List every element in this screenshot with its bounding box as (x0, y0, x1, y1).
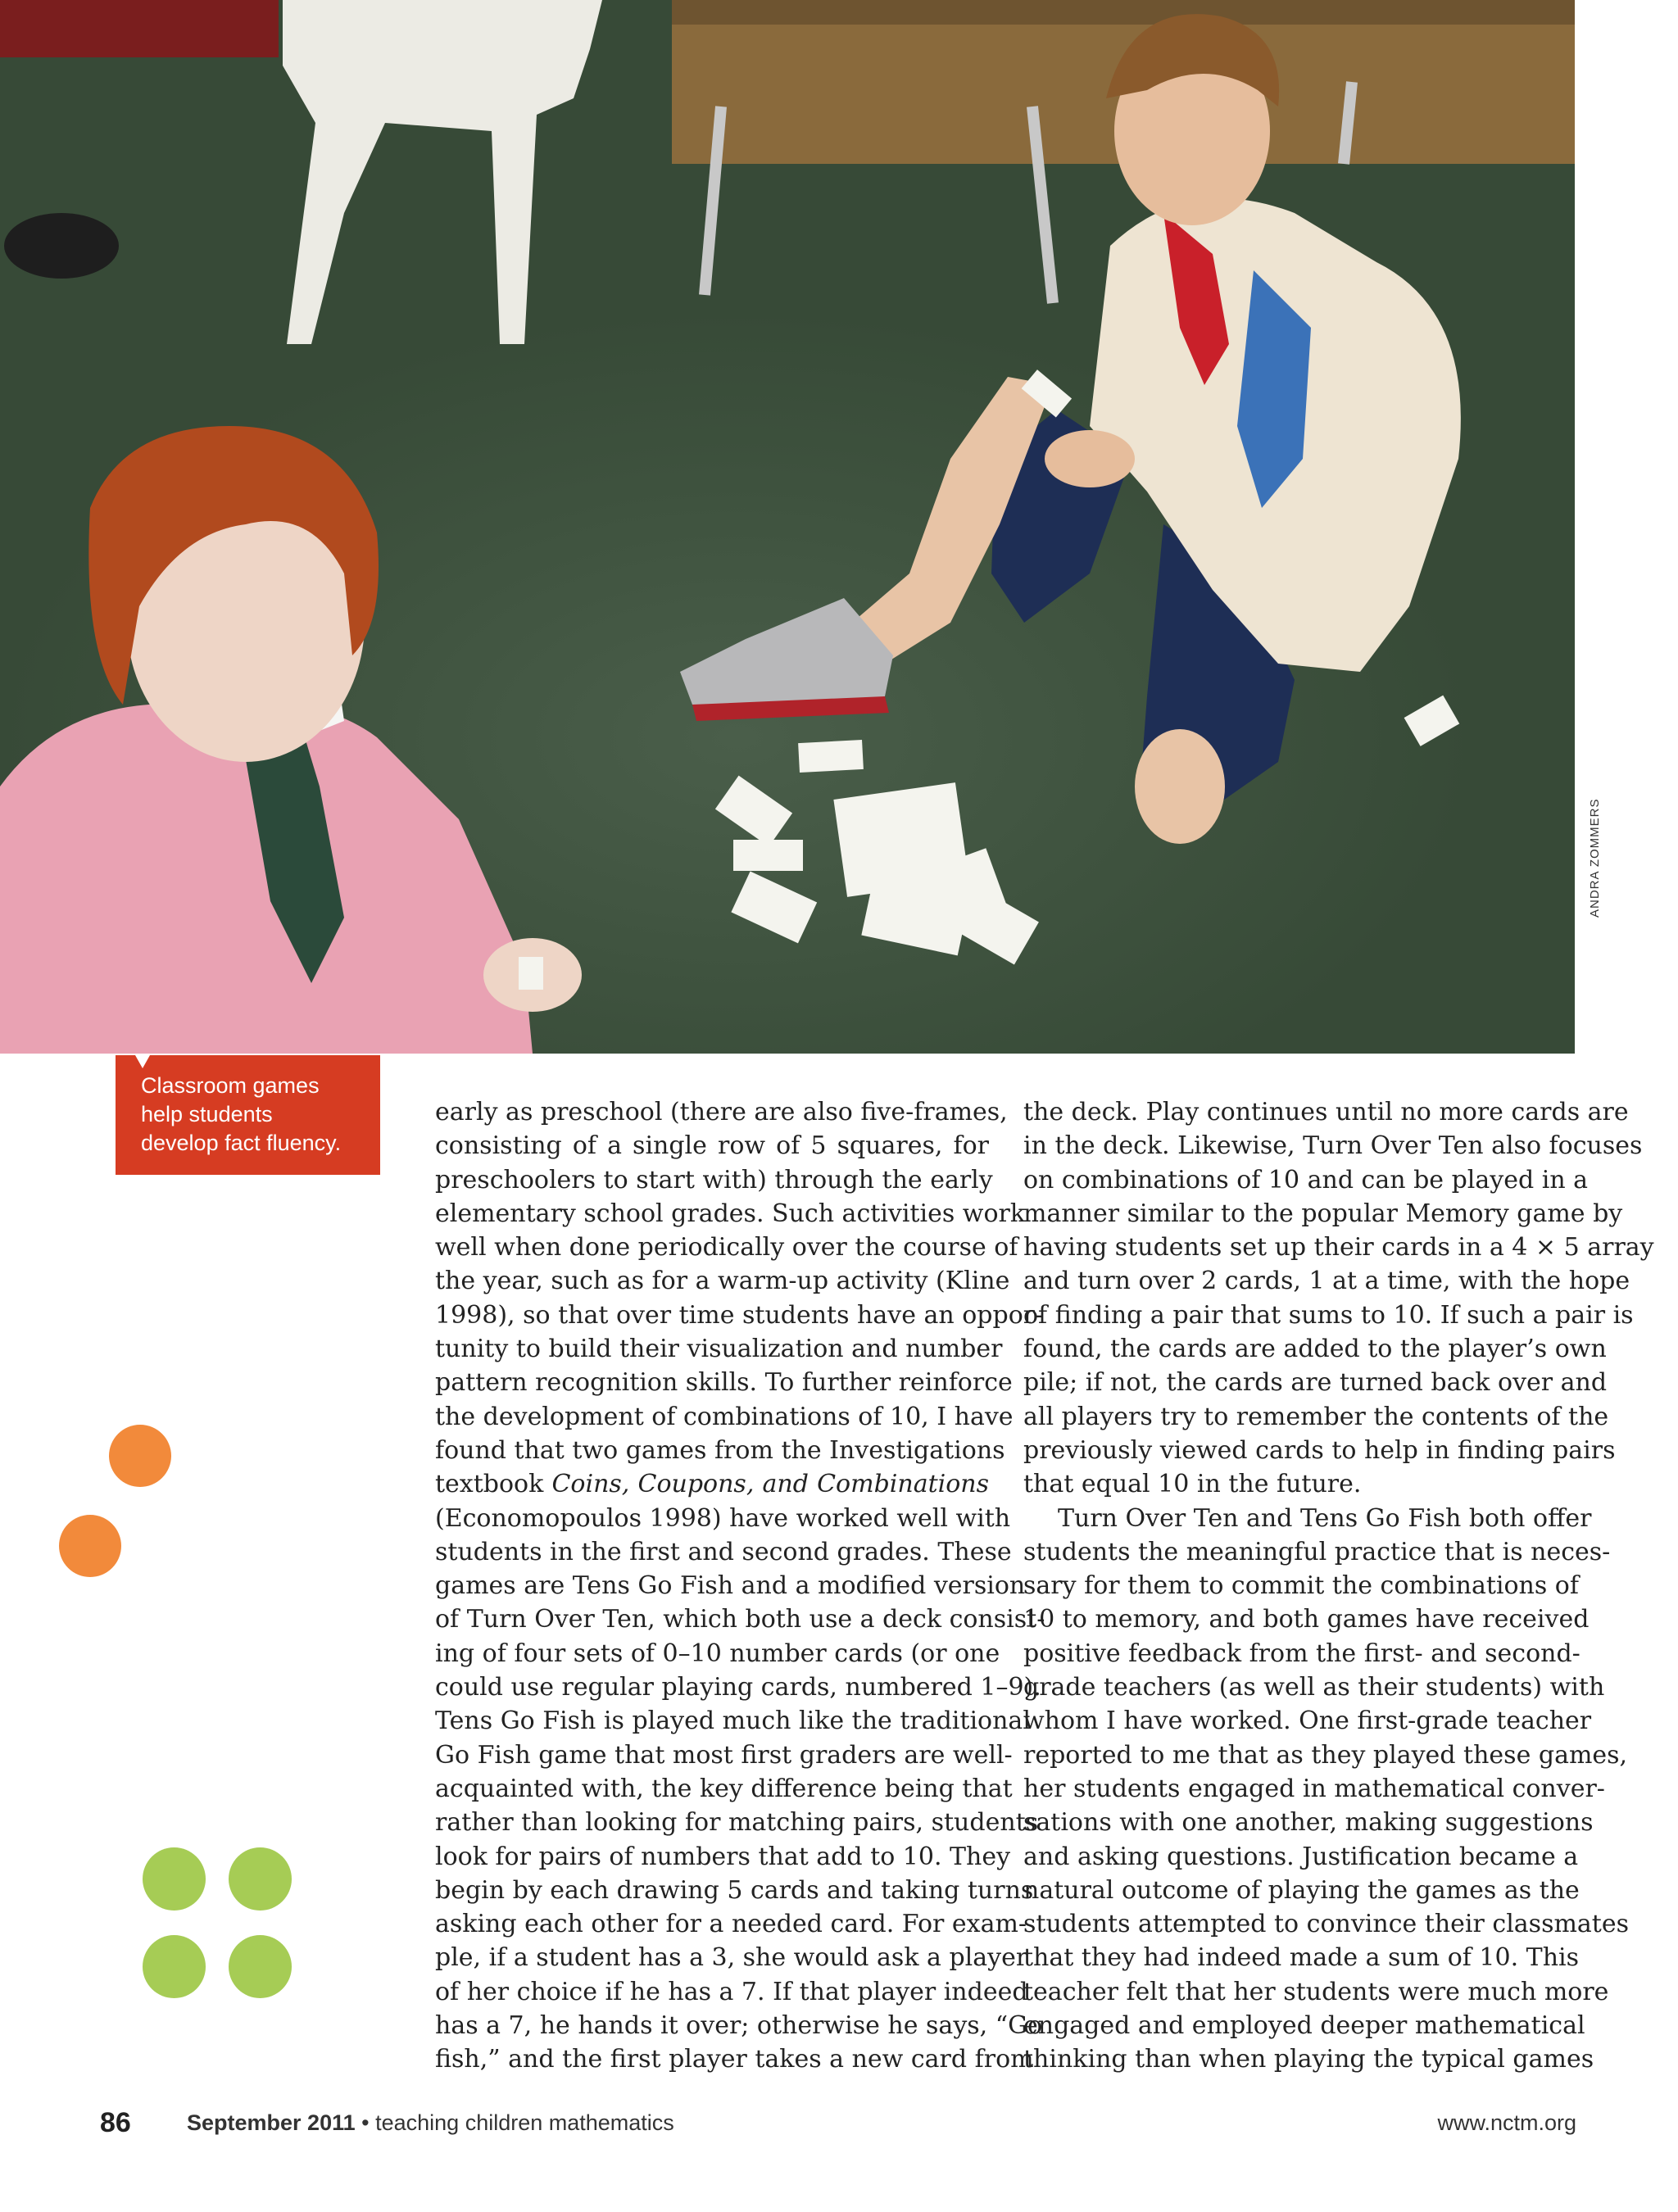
text-line: textbook Coins, Coupons, and Combinations (435, 1470, 990, 1499)
text-line: ple, if a student has a 3, she would ask a player (435, 1943, 1028, 1973)
text-line: the deck. Play continues until no more cards are (1023, 1098, 1629, 1126)
text-line: Tens Go Fish is played much like the traditional (435, 1707, 1031, 1736)
issue-month: September 2011 (187, 2110, 356, 2135)
text-line: that equal 10 in the future. (1023, 1470, 1362, 1499)
text-line: students attempted to convince their classmates (1023, 1910, 1629, 1939)
text-line: pattern recognition skills. To further reinforce (435, 1368, 1013, 1398)
number-cards (715, 696, 1459, 965)
text-line: look for pairs of numbers that add to 10. They (435, 1842, 1011, 1871)
text-line: elementary school grades. Such activities work (435, 1199, 1026, 1228)
text-line: begin by each drawing 5 cards and taking turns (435, 1875, 1034, 1905)
text-line: preschoolers to start with) through the early (435, 1165, 993, 1194)
shoe (4, 213, 119, 279)
text-line: tunity to build their visualization and number (435, 1335, 1003, 1364)
text-line: pile; if not, the cards are turned back over and (1023, 1368, 1608, 1398)
text-line: students in the first and second grades. These (435, 1537, 1012, 1566)
text-line: manner similar to the popular Memory game by (1023, 1199, 1623, 1228)
photo-credit: ANDRA ZOMMERS (1588, 798, 1602, 918)
text-line: could use regular playing cards, numbered 1–9). (435, 1673, 1041, 1702)
green-dot (143, 1847, 206, 1911)
text-line: (Economopoulos 1998) have worked well with (435, 1503, 1011, 1533)
red-cushion (0, 0, 279, 57)
page-number: 86 (100, 2107, 131, 2138)
orange-dot (59, 1515, 121, 1577)
text-line: 10 to memory, and both games have received (1023, 1605, 1590, 1634)
footer-url[interactable]: www.nctm.org (1437, 2110, 1576, 2135)
text-line: Turn Over Ten and Tens Go Fish both offer (1058, 1503, 1592, 1533)
green-dot (229, 1847, 292, 1911)
text-line: asking each other for a needed card. For exam- (435, 1910, 1027, 1939)
text-line: previously viewed cards to help in finding pairs (1023, 1435, 1616, 1465)
text-line: early as preschool (there are also five-frames, (435, 1098, 1008, 1126)
text-line: games are Tens Go Fish and a modified version (435, 1571, 1026, 1601)
green-dot (143, 1935, 206, 1998)
classroom-photo (0, 0, 1575, 1054)
text-line: 1998), so that over time students have an oppor- (435, 1300, 1044, 1330)
text-line: of Turn Over Ten, which both use a deck consist- (435, 1605, 1045, 1634)
caption-pointer (135, 1055, 150, 1068)
white-chair (283, 0, 602, 344)
caption-line: Classroom games (141, 1073, 320, 1098)
orange-dot (109, 1425, 171, 1487)
photo-illustration (0, 0, 1575, 1054)
text-line: rather than looking for matching pairs, students (435, 1808, 1039, 1838)
photo-caption (116, 1055, 380, 1175)
text-line: natural outcome of playing the games as the (1023, 1875, 1580, 1905)
text-line: on combinations of 10 and can be played in a (1023, 1165, 1589, 1194)
text-line: students the meaningful practice that is neces- (1023, 1537, 1611, 1566)
text-line: has a 7, he hands it over; otherwise he says, “Go (435, 2011, 1043, 2041)
text-line: acquainted with, the key difference being that (435, 1774, 1013, 1803)
text-line: the development of combinations of 10, I have (435, 1402, 1014, 1431)
text-line: having students set up their cards in a 4 × 5 array (1023, 1233, 1654, 1262)
text-line: consisting of a single row of 5 squares, for (435, 1131, 989, 1161)
text-line: that they had indeed made a sum of 10. This (1023, 1943, 1580, 1973)
text-line: reported to me that as they played these games, (1023, 1740, 1628, 1770)
text-line: teacher felt that her students were much more (1023, 1977, 1609, 2006)
text-line: sations with one another, making suggestions (1023, 1808, 1594, 1838)
girl (0, 426, 582, 1054)
text-line: ing of four sets of 0–10 number cards (or one (435, 1639, 1000, 1668)
text-line: well when done periodically over the course of (435, 1233, 1018, 1262)
text-line: sary for them to commit the combinations of (1023, 1571, 1579, 1601)
green-dot (229, 1935, 292, 1998)
text-line: grade teachers (as well as their students) with (1023, 1673, 1605, 1702)
text-line: of her choice if he has a 7. If that player indeed (435, 1977, 1028, 2006)
text-line: thinking than when playing the typical games (1023, 2045, 1594, 2074)
text-line: all players try to remember the contents of the (1023, 1402, 1609, 1431)
text-line: whom I have worked. One first-grade teacher (1023, 1707, 1592, 1736)
article-column-right (1023, 1095, 1654, 2077)
text-line: the year, such as for a warm-up activity (Kline (435, 1267, 1010, 1296)
text-line: positive feedback from the first- and second- (1023, 1639, 1580, 1668)
text-line: fish,” and the first player takes a new card from (435, 2045, 1034, 2074)
issue-line (187, 2110, 674, 2136)
text-line: engaged and employed deeper mathematical (1023, 2011, 1585, 2041)
text-line: of finding a pair that sums to 10. If such a pair is (1023, 1300, 1634, 1330)
text-line: and asking questions. Justification became a (1023, 1842, 1579, 1871)
caption-line: help students (141, 1102, 273, 1126)
caption-line: develop fact fluency. (141, 1131, 342, 1155)
text-line: found, the cards are added to the player’s own (1023, 1335, 1607, 1364)
text-line: in the deck. Likewise, Turn Over Ten also focuses (1023, 1131, 1643, 1161)
text-line: and turn over 2 cards, 1 at a time, with the hope (1023, 1267, 1630, 1296)
text-line: found that two games from the Investigations (435, 1435, 1005, 1465)
text-line: Go Fish game that most first graders are well- (435, 1740, 1013, 1770)
text-line: her students engaged in mathematical conver- (1023, 1774, 1605, 1803)
journal-name: teaching children mathematics (375, 2110, 674, 2135)
article-column-left (435, 1095, 1045, 2077)
bullet: • (361, 2110, 370, 2135)
